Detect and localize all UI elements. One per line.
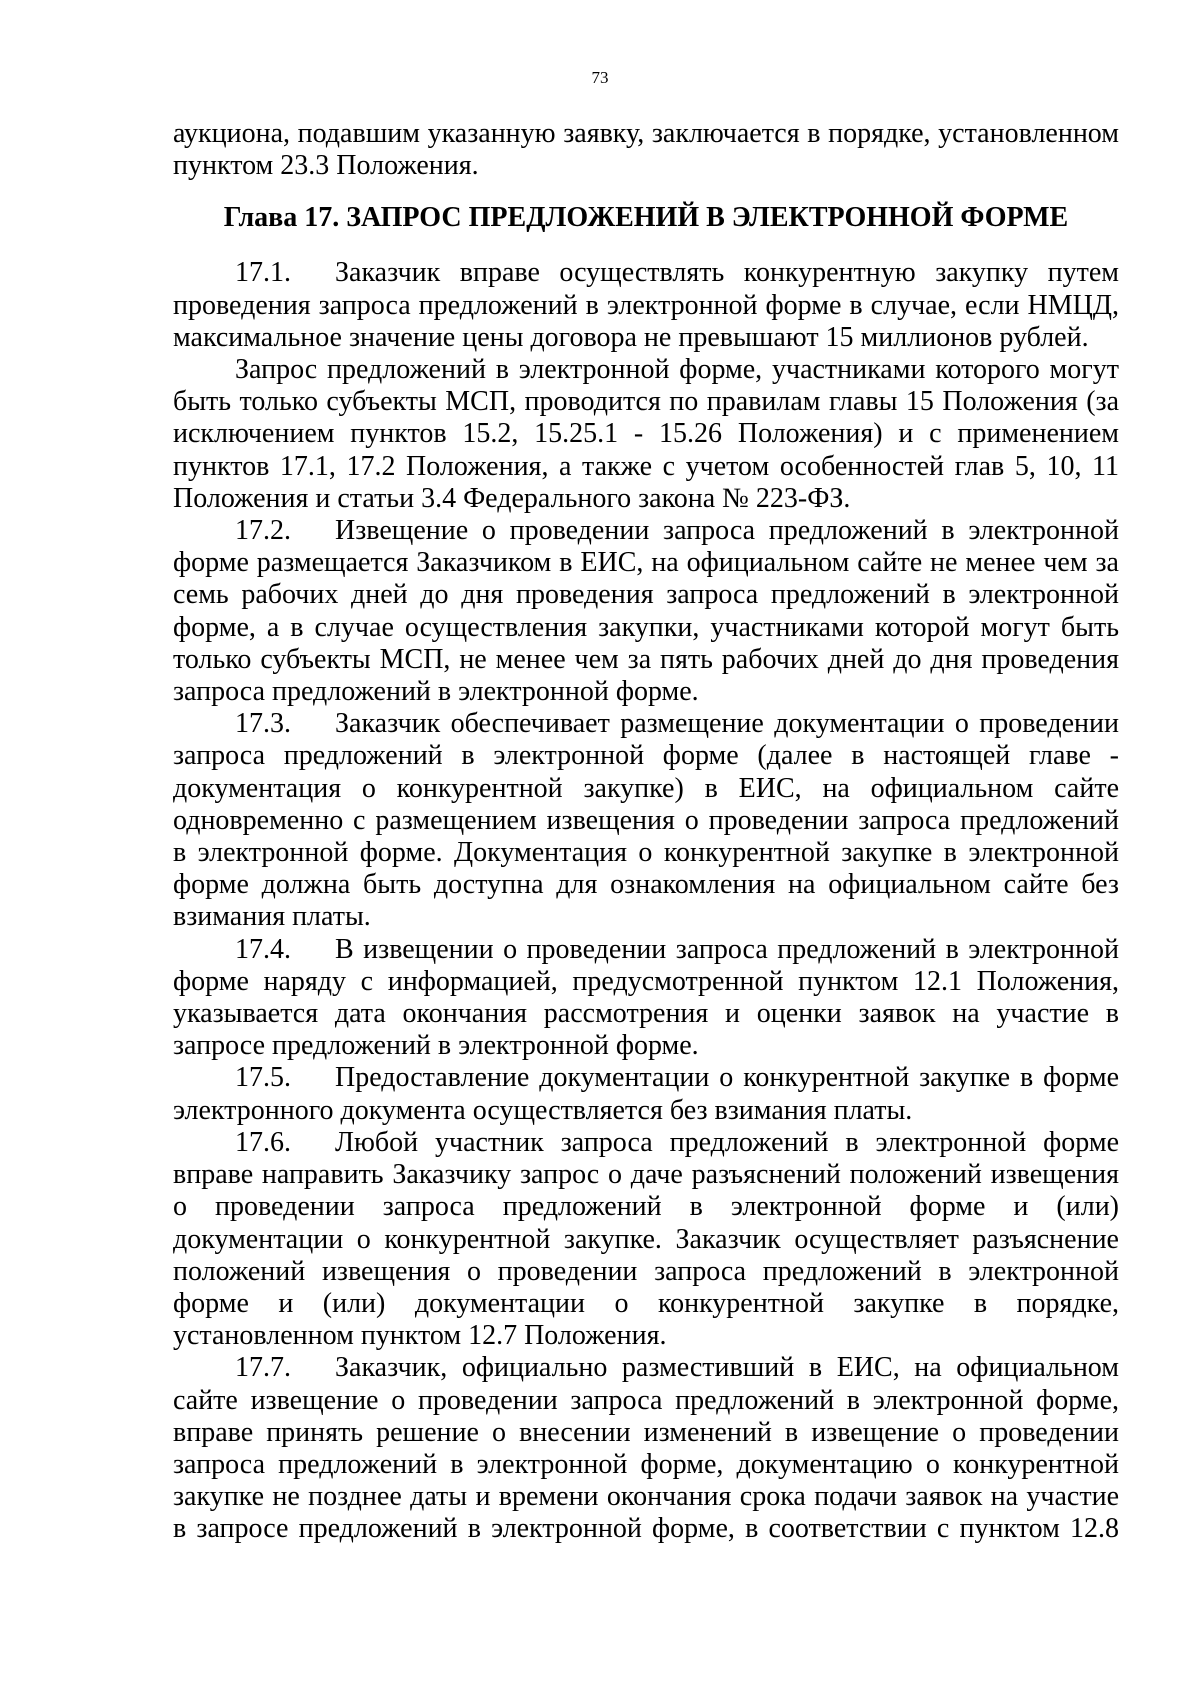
paragraph-number: 17.7. (235, 1352, 291, 1384)
paragraph-text: В извещении о проведении запроса предложений в электронной форме наряду с информацией, предусмотренной пунктом 12.1 Положения, указывается дата окончания рассмотрения и оценки заявок на участие в запросе предложений в электронной форме. (173, 933, 1119, 1062)
intro-paragraph: аукциона, подавшим указанную заявку, заключается в порядке, установленном пунктом 23.3 Положения. (173, 118, 1119, 182)
paragraph-text: Извещение о проведении запроса предложений в электронной форме размещается Заказчиком в ЕИС, на официальном сайте не менее чем за семь рабочих дней до дня проведения запроса предложений в электронной форме, а в случае осуществления закупки, участниками которой могут быть только субъекты МСП, не менее чем за пять рабочих дней до дня проведения запроса предложений в электронной форме. (173, 515, 1119, 708)
paragraph-17-4 (173, 934, 1119, 1063)
paragraph-number: 17.1. (235, 257, 291, 289)
chapter-heading: Глава 17. ЗАПРОС ПРЕДЛОЖЕНИЙ В ЭЛЕКТРОННОЙ ФОРМЕ (223, 202, 1069, 234)
paragraph-number: 17.2. (235, 515, 291, 547)
paragraph-number: 17.5. (235, 1062, 291, 1094)
paragraph-17-2 (173, 515, 1119, 708)
paragraph-17-7 (173, 1352, 1119, 1545)
paragraph-number: 17.6. (235, 1126, 291, 1158)
page-number: 73 (591, 68, 609, 87)
paragraph-text: Запрос предложений в электронной форме, участниками которого могут быть только субъекты МСП, проводится по правилам главы 15 Положения (за исключением пунктов 15.2, 15.25.1 - 15.26 Положения) и с применением пунктов 17.1, 17.2 Положения, а также с учетом особенностей глав 5, 10, 11 Положения и статьи 3.4 Федерального закона № 223-ФЗ. (173, 354, 1119, 514)
paragraph-text: Предоставление документации о конкурентной закупке в форме электронного документа осуществляется без взимания платы. (173, 1062, 1119, 1126)
document-body (173, 118, 1119, 1546)
paragraph-17-1 (173, 257, 1119, 354)
paragraph-text: Заказчик вправе осуществлять конкурентную закупку путем проведения запроса предложений в электронной форме в случае, если НМЦД, максимальное значение цены договора не превышают 15 миллионов рублей. (173, 257, 1119, 353)
paragraph-number: 17.4. (235, 933, 291, 965)
paragraph-17-6 (173, 1127, 1119, 1352)
paragraph-number: 17.3. (235, 708, 291, 740)
paragraph-text: Заказчик, официально разместивший в ЕИС, на официальном сайте извещение о проведении запроса предложений в электронной форме, вправе принять решение о внесении изменений в извещение о проведении запроса предложений в электронной форме, документацию о конкурентной закупке не позднее даты и времени окончания срока подачи заявок на участие в запросе предложений в электронной форме, в соответствии с пунктом 12.8 (173, 1352, 1119, 1545)
paragraph-text: Заказчик обеспечивает размещение документации о проведении запроса предложений в электронной форме (далее в настоящей главе - документация о конкурентной закупке) в ЕИС, на официальном сайте одновременно с размещением извещения о проведении запроса предложений в электронной форме. Документация о конкурентной закупке в электронной форме должна быть доступна для ознакомления на официальном сайте без взимания платы. (173, 708, 1119, 933)
paragraph-17-3 (173, 708, 1119, 933)
paragraph-17-1-continuation (173, 354, 1119, 515)
paragraph-text: Любой участник запроса предложений в электронной форме вправе направить Заказчику запрос о даче разъяснений положений извещения о проведении запроса предложений в электронной форме и (или) документации о конкурентной закупке. Заказчик осуществляет разъяснение положений извещения о проведении запроса предложений в электронной форме и (или) документации о конкурентной закупке в порядке, установленном пунктом 12.7 Положения. (173, 1126, 1119, 1352)
paragraph-17-5 (173, 1062, 1119, 1126)
